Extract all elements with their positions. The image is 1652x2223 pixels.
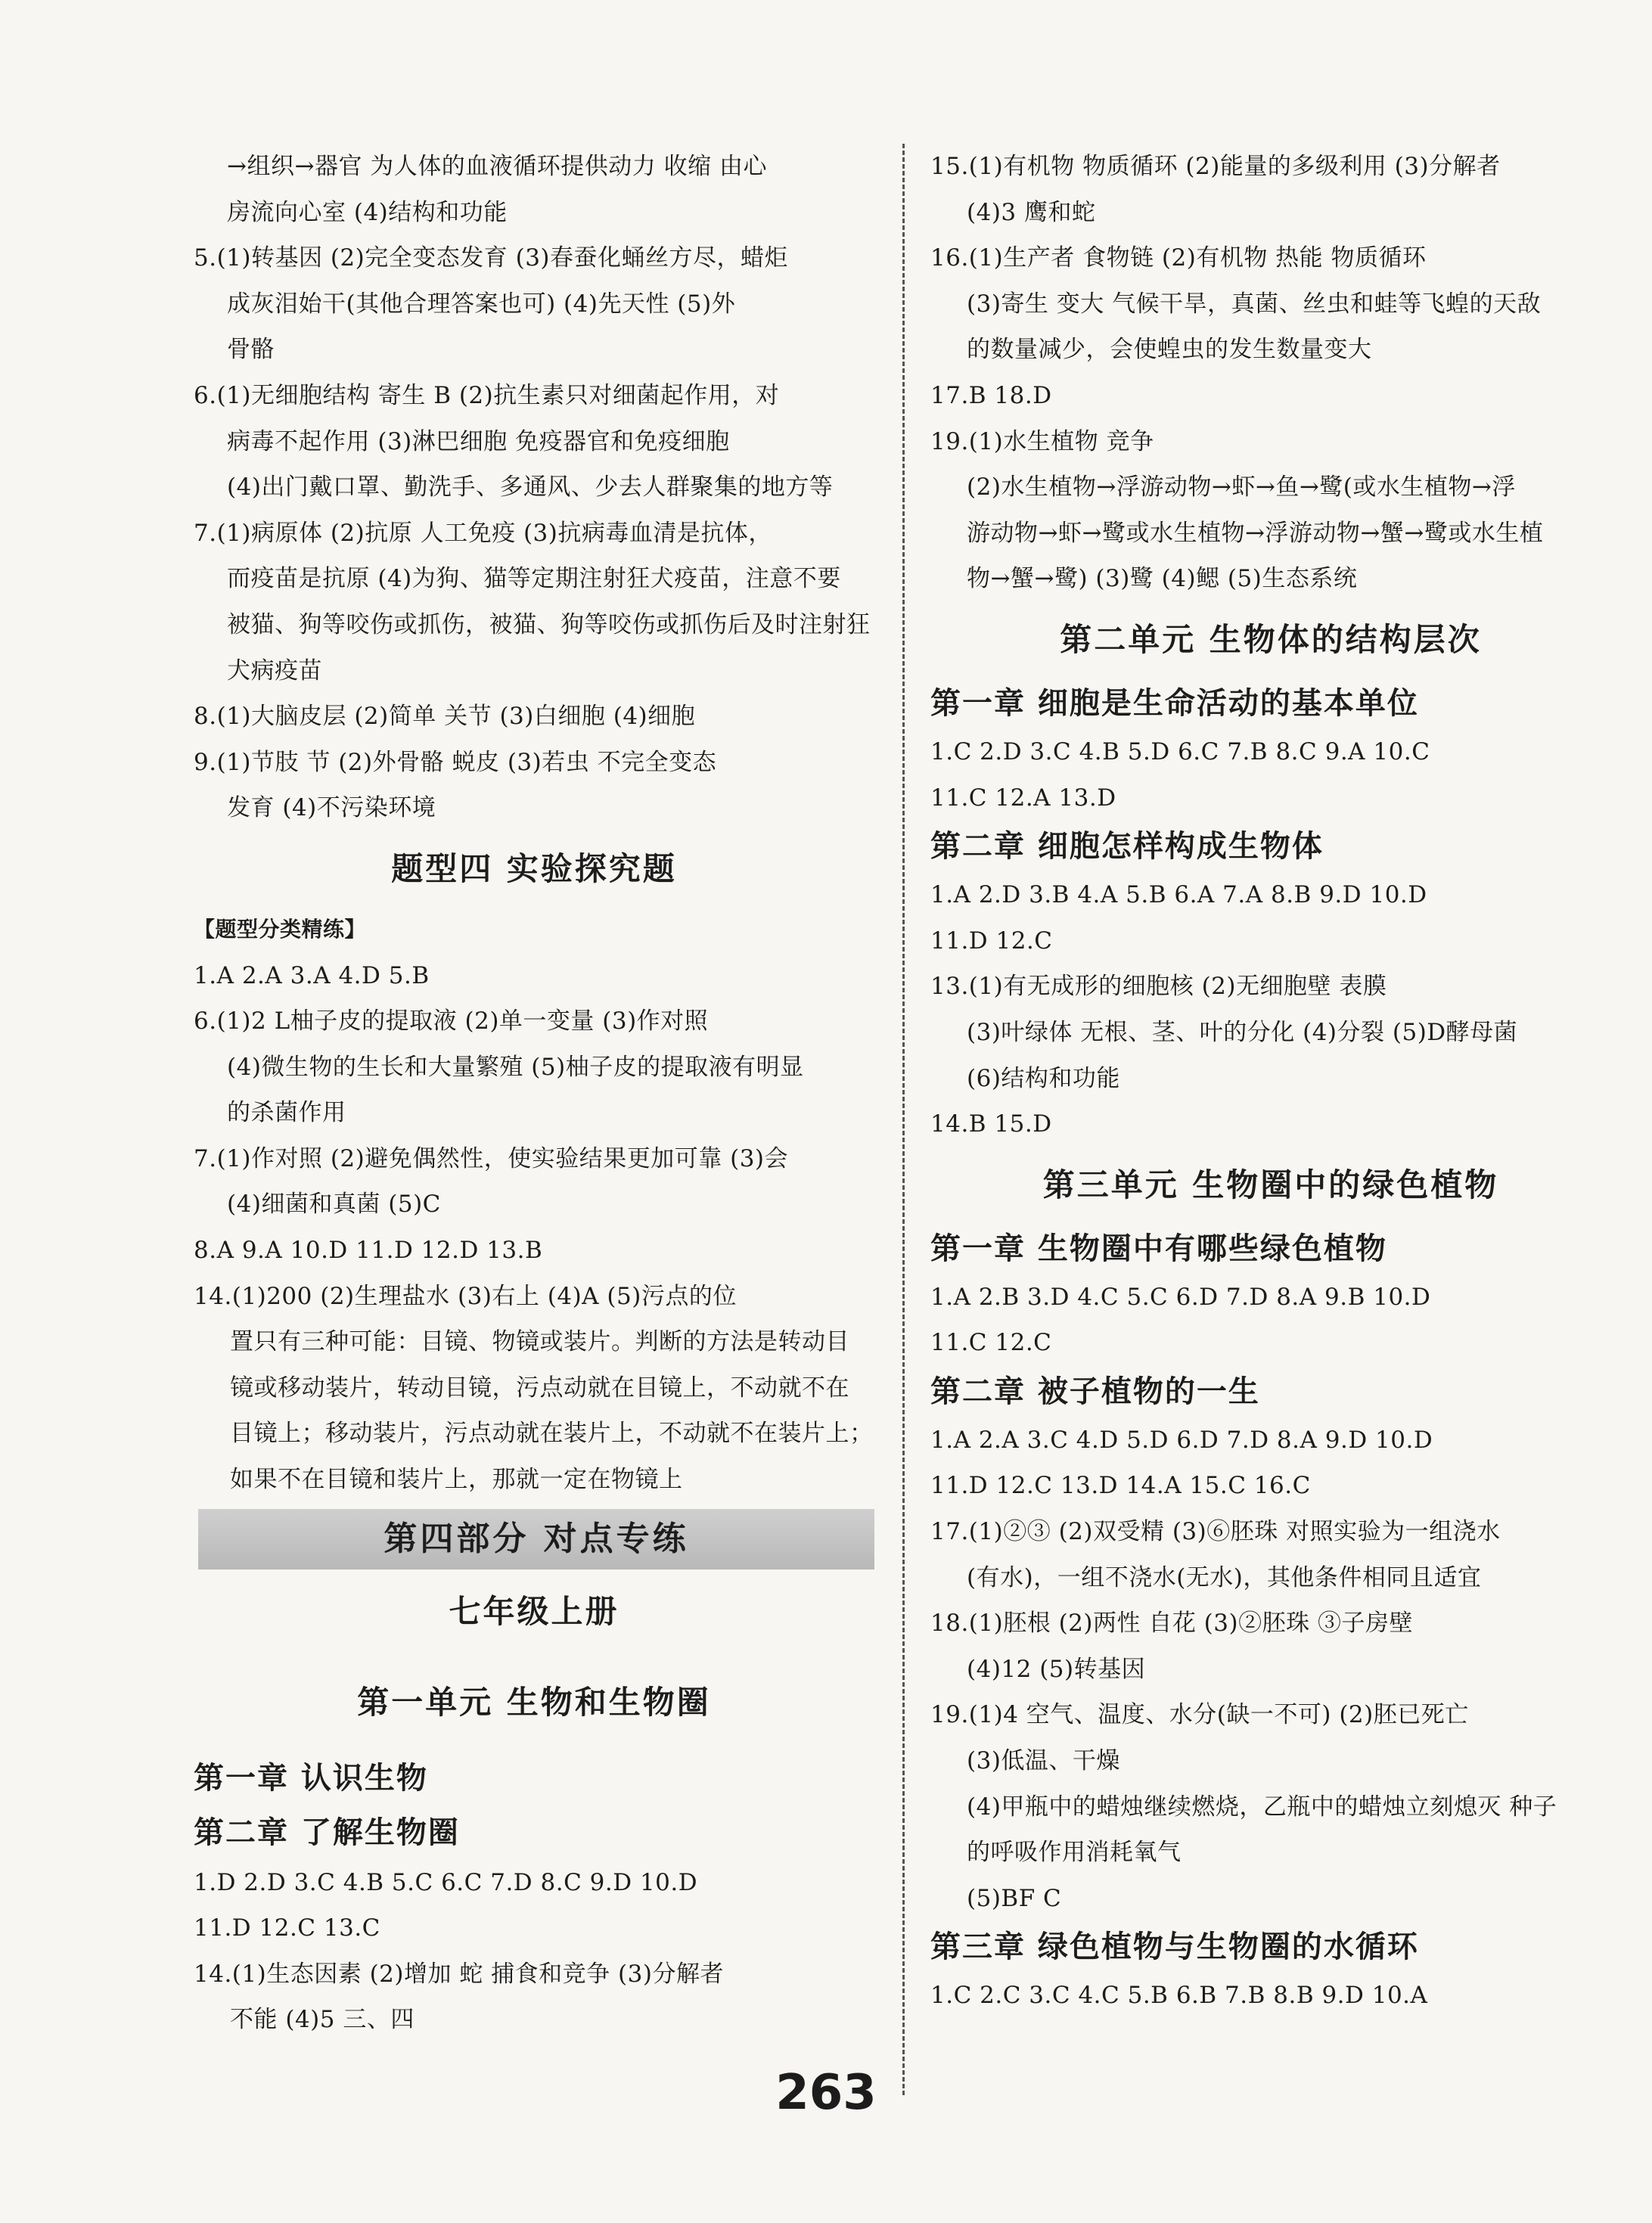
answer-line: 15.(1)有机物 物质循环 (2)能量的多级利用 (3)分解者 <box>930 153 1501 180</box>
answer-line: 1.A 2.D 3.B 4.A 5.B 6.A 7.A 8.B 9.D 10.D <box>930 881 1427 909</box>
grade-heading: 七年级上册 <box>449 1592 620 1630</box>
answer-line: 11.C 12.C <box>930 1329 1052 1357</box>
column-divider <box>902 144 905 2095</box>
answer-line: (3)叶绿体 无根、茎、叶的分化 (4)分裂 (5)D酵母菌 <box>967 1018 1518 1046</box>
answer-line: 不能 (4)5 三、四 <box>230 2006 415 2034</box>
section-tag: 【题型分类精练】 <box>194 916 367 942</box>
answer-line: (3)低温、干燥 <box>967 1747 1120 1775</box>
answer-line: 17.(1)②③ (2)双受精 (3)⑥胚珠 对照实验为一组浇水 <box>930 1518 1501 1546</box>
unit-heading: 第三单元 生物圈中的绿色植物 <box>1042 1166 1499 1203</box>
right-column <box>930 144 1611 2019</box>
unit-heading: 第一单元 生物和生物圈 <box>357 1683 711 1721</box>
answer-line: 19.(1)4 空气、温度、水分(缺一不可) (2)胚已死亡 <box>930 1701 1469 1729</box>
part-banner: 第四部分 对点专练 <box>198 1509 874 1569</box>
left-column <box>194 144 874 2043</box>
answer-line: 镜或移动装片，转动目镜，污点动就在目镜上，不动就不在 <box>230 1374 849 1402</box>
answer-line: (4)微生物的生长和大量繁殖 (5)柚子皮的提取液有明显 <box>227 1053 804 1081</box>
answer-line: (2)水生植物→浮游动物→虾→鱼→鹭(或水生植物→浮 <box>967 473 1516 501</box>
answer-line: 6.(1)2 L柚子皮的提取液 (2)单一变量 (3)作对照 <box>194 1007 709 1035</box>
answer-line: 8.(1)大脑皮层 (2)简单 关节 (3)白细胞 (4)细胞 <box>194 703 696 731</box>
answer-line: 11.D 12.C <box>930 927 1053 955</box>
answer-line: 游动物→虾→鹭或水生植物→浮游动物→蟹→鹭或水生植 <box>967 519 1544 547</box>
chapter-heading: 第二章 了解生物圈 <box>194 1815 460 1850</box>
answer-line: 骨骼 <box>227 336 275 364</box>
chapter-heading: 第三章 绿色植物与生物圈的水循环 <box>930 1930 1419 1965</box>
page-number: 263 <box>775 2065 877 2121</box>
answer-line: 1.A 2.A 3.A 4.D 5.B <box>194 961 430 989</box>
answer-line: 14.(1)200 (2)生理盐水 (3)右上 (4)A (5)污点的位 <box>194 1282 737 1310</box>
answer-line: 物→蟹→鹭) (3)鹭 (4)鳃 (5)生态系统 <box>967 565 1358 593</box>
answer-line: 犬病疫苗 <box>227 657 322 685</box>
answer-line: (有水)，一组不浇水(无水)，其他条件相同且适宜 <box>967 1563 1482 1591</box>
chapter-heading: 第二章 细胞怎样构成生物体 <box>930 829 1324 865</box>
answer-line: (4)12 (5)转基因 <box>967 1655 1146 1683</box>
answer-line: 13.(1)有无成形的细胞核 (2)无细胞壁 表膜 <box>930 973 1387 1001</box>
answer-line: 11.D 12.C 13.D 14.A 15.C 16.C <box>930 1472 1311 1500</box>
chapter-heading: 第一章 细胞是生命活动的基本单位 <box>930 685 1419 721</box>
answer-line: 发育 (4)不污染环境 <box>227 794 436 822</box>
answer-line: 的呼吸作用消耗氧气 <box>967 1839 1182 1867</box>
answer-line: 9.(1)节肢 节 (2)外骨骼 蜕皮 (3)若虫 不完全变态 <box>194 748 717 776</box>
answer-line: 19.(1)水生植物 竞争 <box>930 427 1154 455</box>
answer-line: (4)出门戴口罩、勤洗手、多通风、少去人群聚集的地方等 <box>227 473 834 501</box>
answer-line: (3)寄生 变大 气候干旱，真菌、丝虫和蛙等飞蝗的天敌 <box>967 290 1542 318</box>
answer-line: 7.(1)病原体 (2)抗原 人工免疫 (3)抗病毒血清是抗体， <box>194 519 772 547</box>
answer-line: 被猫、狗等咬伤或抓伤，被猫、狗等咬伤或抓伤后及时注射狂 <box>227 610 871 638</box>
answer-line: 5.(1)转基因 (2)完全变态发育 (3)春蚕化蛹丝方尽，蜡炬 <box>194 244 789 272</box>
answer-line: 11.D 12.C 13.C <box>194 1914 380 1942</box>
answer-line: 8.A 9.A 10.D 11.D 12.D 13.B <box>194 1237 543 1265</box>
answer-line: 的杀菌作用 <box>227 1099 346 1127</box>
answer-line: 14.(1)生态因素 (2)增加 蛇 捕食和竞争 (3)分解者 <box>194 1960 724 1988</box>
answer-line: 11.C 12.A 13.D <box>930 784 1116 812</box>
answer-line: 病毒不起作用 (3)淋巴细胞 免疫器官和免疫细胞 <box>227 427 730 455</box>
answer-line: →组织→器官 为人体的血液循环提供动力 收缩 由心 <box>227 153 768 180</box>
chapter-heading: 第一章 生物圈中有哪些绿色植物 <box>930 1231 1387 1266</box>
answer-line: 的数量减少，会使蝗虫的发生数量变大 <box>967 336 1372 364</box>
answer-line: (4)细菌和真菌 (5)C <box>227 1191 441 1219</box>
answer-line: 14.B 15.D <box>930 1110 1052 1138</box>
answer-line: (5)BF C <box>967 1884 1062 1912</box>
answer-line: 1.C 2.D 3.C 4.B 5.D 6.C 7.B 8.C 9.A 10.C <box>930 737 1430 765</box>
answer-line: 1.A 2.B 3.D 4.C 5.C 6.D 7.D 8.A 9.B 10.D <box>930 1283 1431 1311</box>
answer-line: 16.(1)生产者 食物链 (2)有机物 热能 物质循环 <box>930 244 1427 272</box>
answer-line: 目镜上；移动装片，污点动就在装片上，不动就不在装片上； <box>230 1420 874 1448</box>
section-heading: 题型四 实验探究题 <box>391 849 677 887</box>
answer-line: 18.(1)胚根 (2)两性 自花 (3)②胚珠 ③子房壁 <box>930 1610 1413 1638</box>
answer-line: (6)结构和功能 <box>967 1064 1120 1092</box>
chapter-heading: 第一章 认识生物 <box>194 1760 428 1796</box>
answer-line: (4)3 鹰和蛇 <box>967 198 1096 226</box>
answer-line: 置只有三种可能：目镜、物镜或装片。判断的方法是转动目 <box>230 1328 849 1356</box>
answer-line: 成灰泪始干(其他合理答案也可) (4)先天性 (5)外 <box>227 290 736 318</box>
answer-line: 7.(1)作对照 (2)避免偶然性，使实验结果更加可靠 (3)会 <box>194 1144 789 1172</box>
answer-line: 1.A 2.A 3.C 4.D 5.D 6.D 7.D 8.A 9.D 10.D <box>930 1426 1433 1454</box>
answer-line: 17.B 18.D <box>930 381 1052 409</box>
answer-line: 如果不在目镜和装片上，那就一定在物镜上 <box>230 1466 683 1494</box>
answer-line: 1.C 2.C 3.C 4.C 5.B 6.B 7.B 8.B 9.D 10.A <box>930 1982 1428 2010</box>
unit-heading: 第二单元 生物体的结构层次 <box>1060 620 1482 658</box>
chapter-heading: 第二章 被子植物的一生 <box>930 1374 1260 1409</box>
answer-line: (4)甲瓶中的蜡烛继续燃烧，乙瓶中的蜡烛立刻熄灭 种子 <box>967 1793 1557 1821</box>
answer-line: 而疫苗是抗原 (4)为狗、猫等定期注射狂犬疫苗，注意不要 <box>227 565 841 593</box>
answer-line: 6.(1)无细胞结构 寄生 B (2)抗生素只对细菌起作用，对 <box>194 381 780 409</box>
answer-line: 房流向心室 (4)结构和功能 <box>227 198 508 226</box>
answer-line: 1.D 2.D 3.C 4.B 5.C 6.C 7.D 8.C 9.D 10.D <box>194 1868 698 1896</box>
